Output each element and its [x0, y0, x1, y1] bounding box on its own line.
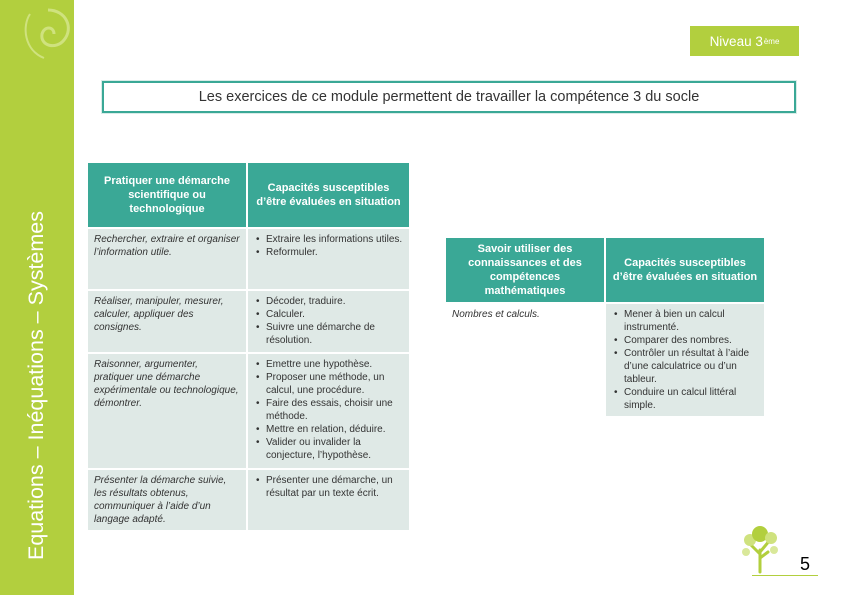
- list-item: • Calculer.: [254, 308, 403, 321]
- competence-banner: Les exercices de ce module permettent de travailler la compétence 3 du socle: [102, 81, 796, 113]
- scientific-approach-table: [86, 161, 411, 532]
- level-badge: [690, 26, 799, 56]
- capacity-list: [612, 308, 758, 412]
- list-item: • Conduire un calcul littéral simple.: [612, 386, 758, 412]
- list-item: • Extraire les informations utiles.: [254, 233, 403, 246]
- tree-logo-icon: [738, 524, 782, 574]
- table-header-capacities: Capacités susceptibles d’être évaluées en situation: [606, 238, 764, 302]
- table-row: [88, 470, 409, 530]
- module-title: Equations – Inéquations – Systèmes: [24, 211, 48, 560]
- table-cell-capacities: [248, 229, 409, 289]
- level-label: Niveau 3: [709, 33, 763, 49]
- table-header-row: [88, 163, 409, 227]
- table-row: [446, 304, 764, 416]
- table-cell-task: Raisonner, argumenter, pratiquer une démarche expérimentale ou technologique, démontrer.: [88, 354, 246, 468]
- table-row: [88, 291, 409, 352]
- list-item: • Décoder, traduire.: [254, 295, 403, 308]
- list-item: • Comparer des nombres.: [612, 334, 758, 347]
- list-item: • Emettre une hypothèse.: [254, 358, 403, 371]
- capacity-list: [254, 474, 403, 500]
- list-item: • Faire des essais, choisir une méthode.: [254, 397, 403, 423]
- table-cell-task: Nombres et calculs.: [446, 304, 604, 416]
- capacity-list: [254, 358, 403, 462]
- list-item: • Mettre en relation, déduire.: [254, 423, 403, 436]
- capacity-list: [254, 233, 403, 259]
- page-number: 5: [800, 554, 811, 574]
- table-cell-capacities: [248, 354, 409, 468]
- table-cell-capacities: [606, 304, 764, 416]
- list-item: • Reformuler.: [254, 246, 403, 259]
- table-row: [88, 229, 409, 289]
- list-item: • Mener à bien un calcul instrumenté.: [612, 308, 758, 334]
- table-header-row: [446, 238, 764, 302]
- table-header-approach: Pratiquer une démarche scientifique ou technologique: [88, 163, 246, 227]
- capacity-list: [254, 295, 403, 347]
- level-superscript: ème: [763, 36, 780, 46]
- sidebar: [0, 0, 74, 595]
- list-item: • Suivre une démarche de résolution.: [254, 321, 403, 347]
- list-item: • Présenter une démarche, un résultat par un texte écrit.: [254, 474, 403, 500]
- list-item: • Valider ou invalider la conjecture, l’hypothèse.: [254, 436, 403, 462]
- table-header-capacities: Capacités susceptibles d’être évaluées en situation: [248, 163, 409, 227]
- list-item: • Contrôler un résultat à l’aide d’une calculatrice ou d’un tableur.: [612, 347, 758, 386]
- table-cell-task: Réaliser, manipuler, mesurer, calculer, appliquer des consignes.: [88, 291, 246, 352]
- list-item: • Proposer une méthode, un calcul, une procédure.: [254, 371, 403, 397]
- footer-line: [752, 575, 818, 576]
- table-cell-task: Présenter la démarche suivie, les résultats obtenus, communiquer à l’aide d’un langage adapté.: [88, 470, 246, 530]
- table-cell-capacities: [248, 291, 409, 352]
- table-row: [88, 354, 409, 468]
- math-skills-table: [444, 236, 766, 418]
- table-cell-task: Rechercher, extraire et organiser l’information utile.: [88, 229, 246, 289]
- table-header-skills: Savoir utiliser des connaissances et des compétences mathématiques: [446, 238, 604, 302]
- table-cell-capacities: [248, 470, 409, 530]
